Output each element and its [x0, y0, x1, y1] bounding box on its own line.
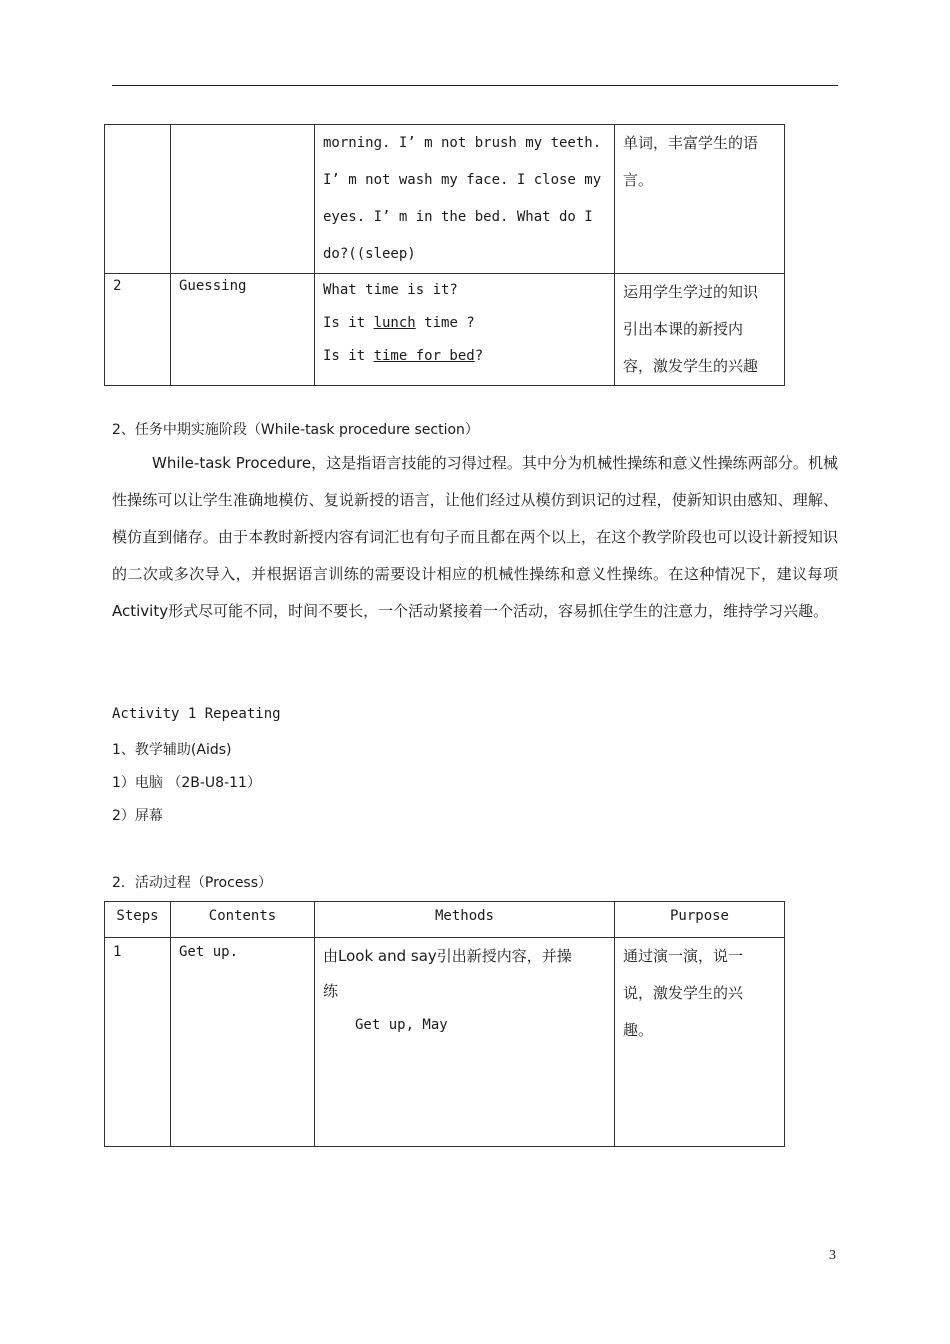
purpose-line: 说，激发学生的兴	[623, 984, 744, 1002]
method-line: eyes. I’ m in the bed. What do I	[323, 209, 593, 225]
step-cell	[105, 125, 171, 274]
purpose-line: 通过演一演，说一	[623, 947, 744, 965]
table-row	[105, 274, 785, 386]
methods-cell	[315, 274, 615, 386]
method-line: morning. I’ m not brush my teeth.	[323, 135, 602, 151]
aids-item: 2）屏幕	[112, 808, 163, 824]
method-line: do?((sleep)	[323, 246, 416, 262]
activity-table-continued	[104, 124, 785, 386]
methods-cell	[315, 125, 615, 274]
header-contents: Contents	[171, 902, 315, 938]
method-line: What time is it?	[323, 282, 458, 298]
table-header-row	[105, 902, 785, 938]
table-row	[105, 938, 785, 1147]
method-line: 练	[323, 982, 339, 1000]
header-methods: Methods	[315, 902, 615, 938]
purpose-cell	[615, 274, 785, 386]
content-cell: Get up.	[171, 938, 315, 1147]
purpose-cell	[615, 938, 785, 1147]
step-cell: 2	[105, 274, 171, 386]
method-line: 由Look and say引出新授内容，并操	[323, 947, 572, 965]
content-cell: Guessing	[171, 274, 315, 386]
process-table	[104, 901, 785, 1147]
aids-heading: 1、教学辅助(Aids)	[112, 742, 232, 758]
header-purpose: Purpose	[615, 902, 785, 938]
page-number: 3	[829, 1248, 836, 1263]
purpose-line: 运用学生学过的知识	[623, 283, 759, 301]
method-line: I’ m not wash my face. I close my	[323, 172, 602, 188]
section-heading: 2、任务中期实施阶段（While-task procedure section）	[112, 422, 479, 438]
activity-title: Activity 1 Repeating	[112, 706, 281, 722]
method-line: Get up, May	[355, 1017, 448, 1033]
underlined-word: time for bed	[373, 348, 475, 364]
process-heading: 2．活动过程（Process）	[112, 875, 273, 891]
purpose-line: 容，激发学生的兴趣	[623, 357, 759, 375]
methods-cell	[315, 938, 615, 1147]
header-steps: Steps	[105, 902, 171, 938]
aids-item: 1）电脑 （2B-U8-11）	[112, 775, 261, 791]
purpose-line: 趣。	[623, 1021, 654, 1039]
body-paragraph: While-task Procedure，这是指语言技能的习得过程。其中分为机械性操练和意义性操练两部分。机械性操练可以让学生准确地模仿、复说新授的语言，让他们经过从模仿到识记的过程，使新知识由感知、理解、模仿直到储存。由于本教时新授内容有词汇也有句子而且都在两个以上，在这个教学阶段也可以设计新授知识的二次或多次导入，并根据语言训练的需要设计相应的机械性操练和意义性操练。在这种情况下，建议每项Activity形式尽可能不同，时间不要长，一个活动紧接着一个活动，容易抓住学生的注意力，维持学习兴趣。	[112, 454, 838, 620]
content-cell	[171, 125, 315, 274]
purpose-line: 单词，丰富学生的语	[623, 134, 759, 152]
header-rule	[112, 85, 838, 86]
underlined-word: lunch	[373, 315, 416, 331]
table-row	[105, 125, 785, 274]
purpose-cell	[615, 125, 785, 274]
step-cell: 1	[105, 938, 171, 1147]
method-line: Is it lunch time ?	[323, 315, 475, 331]
method-line: Is it time for bed?	[323, 348, 484, 364]
purpose-line: 言。	[623, 171, 654, 189]
purpose-line: 引出本课的新授内	[623, 320, 744, 338]
